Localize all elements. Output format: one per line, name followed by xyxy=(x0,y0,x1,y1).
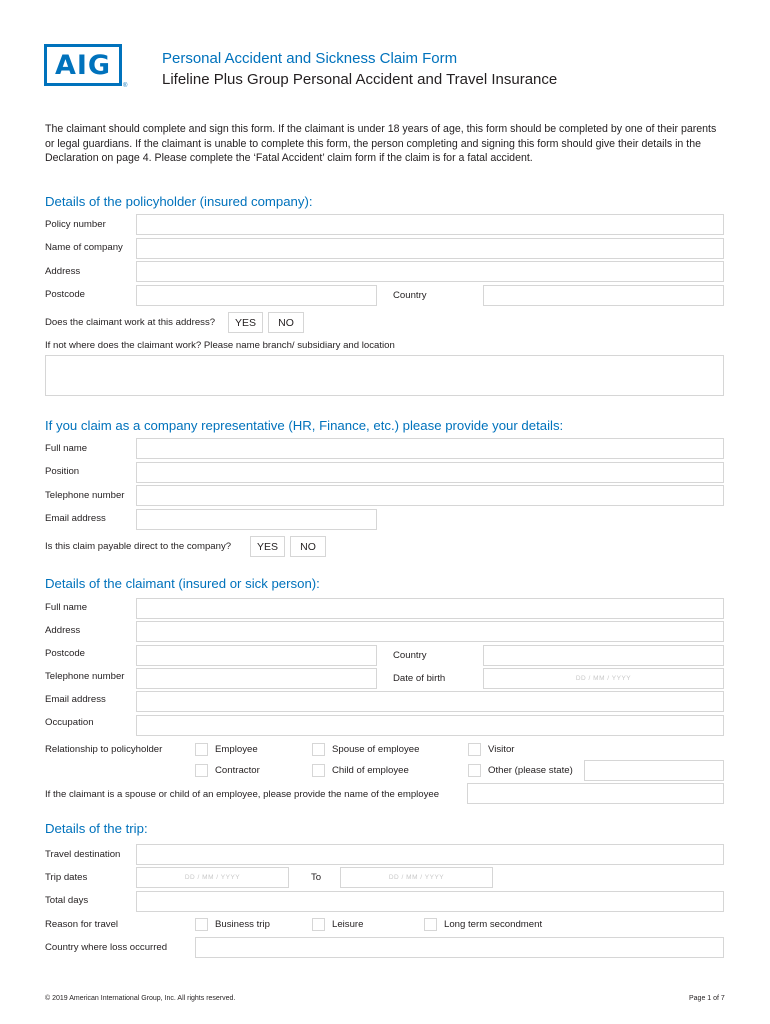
payable-question: Is this claim payable direct to the company? xyxy=(45,541,232,552)
company-name-field[interactable] xyxy=(136,238,724,259)
registered-mark: ® xyxy=(123,83,128,89)
destination-field[interactable] xyxy=(136,844,724,865)
form-title: Personal Accident and Sickness Claim Form xyxy=(162,50,458,67)
claimant-postcode-label: Postcode xyxy=(45,648,86,659)
trip-start-date-field[interactable]: DD / MM / YYYY xyxy=(136,867,289,888)
work-location-field[interactable] xyxy=(45,355,724,396)
occupation-label: Occupation xyxy=(45,717,94,728)
work-address-no-button[interactable]: NO xyxy=(268,312,304,333)
postcode-label: Postcode xyxy=(45,289,86,300)
business-trip-label: Business trip xyxy=(215,919,270,930)
total-days-field[interactable] xyxy=(136,891,724,912)
claimant-address-field[interactable] xyxy=(136,621,724,642)
dob-label: Date of birth xyxy=(393,673,446,684)
country-loss-label: Country where loss occurred xyxy=(45,942,168,953)
child-option-label: Child of employee xyxy=(332,765,409,776)
claimant-email-field[interactable] xyxy=(136,691,724,712)
contractor-option-label: Contractor xyxy=(215,765,260,776)
claimant-full-name-field[interactable] xyxy=(136,598,724,619)
child-checkbox[interactable] xyxy=(312,764,325,777)
aig-logo-text: AIG xyxy=(54,49,112,81)
claimant-telephone-field[interactable] xyxy=(136,668,377,689)
country-loss-field[interactable] xyxy=(195,937,724,958)
claimant-country-field[interactable] xyxy=(483,645,724,666)
claimant-postcode-field[interactable] xyxy=(136,645,377,666)
policy-number-label: Policy number xyxy=(45,219,106,230)
claimant-telephone-label: Telephone number xyxy=(45,671,125,682)
other-checkbox[interactable] xyxy=(468,764,481,777)
address-field[interactable] xyxy=(136,261,724,282)
spouse-checkbox[interactable] xyxy=(312,743,325,756)
rep-telephone-label: Telephone number xyxy=(45,490,125,501)
secondment-checkbox[interactable] xyxy=(424,918,437,931)
postcode-field[interactable] xyxy=(136,285,377,306)
trip-heading: Details of the trip: xyxy=(45,821,148,836)
work-location-label: If not where does the claimant work? Please name branch/ subsidiary and location xyxy=(45,340,395,351)
trip-end-date-field[interactable]: DD / MM / YYYY xyxy=(340,867,493,888)
total-days-label: Total days xyxy=(45,895,89,906)
policy-number-field[interactable] xyxy=(136,214,724,235)
work-address-question: Does the claimant work at this address? xyxy=(45,317,216,328)
dob-field[interactable]: DD / MM / YYYY xyxy=(483,668,724,689)
employee-checkbox[interactable] xyxy=(195,743,208,756)
trip-dates-label: Trip dates xyxy=(45,872,88,883)
destination-label: Travel destination xyxy=(45,849,121,860)
rep-telephone-field[interactable] xyxy=(136,485,724,506)
work-address-yes-button[interactable]: YES xyxy=(228,312,263,333)
payable-no-button[interactable]: NO xyxy=(290,536,326,557)
rep-position-field[interactable] xyxy=(136,462,724,483)
visitor-checkbox[interactable] xyxy=(468,743,481,756)
reason-label: Reason for travel xyxy=(45,919,119,930)
page-number: Page 1 of 7 xyxy=(689,995,725,1002)
relationship-label: Relationship to policyholder xyxy=(45,744,163,755)
business-trip-checkbox[interactable] xyxy=(195,918,208,931)
employee-option-label: Employee xyxy=(215,744,258,755)
intro-paragraph: The claimant should complete and sign this form. If the claimant is under 18 years of age, this form should be completed by one of their parents or legal guardians. If the claimant is unable to complete this form, the person completing and signing this form should give their details in the Declaration on page 4. Please complete the ‘Fatal Accident’ claim form if the claim is for a fatal accident. xyxy=(45,123,717,164)
copyright-text: © 2019 American International Group, Inc. All rights reserved. xyxy=(45,995,236,1002)
policyholder-heading: Details of the policyholder (insured company): xyxy=(45,194,313,209)
rep-full-name-field[interactable] xyxy=(136,438,724,459)
employee-name-question: If the claimant is a spouse or child of an employee, please provide the name of the employee xyxy=(45,789,440,800)
occupation-field[interactable] xyxy=(136,715,724,736)
employee-name-field[interactable] xyxy=(467,783,724,804)
representative-heading: If you claim as a company representative (HR, Finance, etc.) please provide your details: xyxy=(45,418,564,433)
address-label: Address xyxy=(45,266,81,277)
to-label: To xyxy=(311,872,322,883)
country-label: Country xyxy=(393,290,427,301)
claimant-full-name-label: Full name xyxy=(45,602,88,613)
leisure-checkbox[interactable] xyxy=(312,918,325,931)
rep-full-name-label: Full name xyxy=(45,443,88,454)
claimant-email-label: Email address xyxy=(45,694,106,705)
aig-logo xyxy=(44,44,122,86)
visitor-option-label: Visitor xyxy=(488,744,515,755)
contractor-checkbox[interactable] xyxy=(195,764,208,777)
secondment-label: Long term secondment xyxy=(444,919,543,930)
company-name-label: Name of company xyxy=(45,242,123,253)
form-subtitle: Lifeline Plus Group Personal Accident and Travel Insurance xyxy=(162,71,558,88)
rep-email-field[interactable] xyxy=(136,509,377,530)
claimant-heading: Details of the claimant (insured or sick person): xyxy=(45,576,320,591)
claimant-address-label: Address xyxy=(45,625,81,636)
other-option-label: Other (please state) xyxy=(488,765,573,776)
claimant-country-label: Country xyxy=(393,650,427,661)
country-field[interactable] xyxy=(483,285,724,306)
rep-email-label: Email address xyxy=(45,513,106,524)
other-relationship-field[interactable] xyxy=(584,760,724,781)
payable-yes-button[interactable]: YES xyxy=(250,536,285,557)
rep-position-label: Position xyxy=(45,466,80,477)
spouse-option-label: Spouse of employee xyxy=(332,744,420,755)
leisure-label: Leisure xyxy=(332,919,364,930)
